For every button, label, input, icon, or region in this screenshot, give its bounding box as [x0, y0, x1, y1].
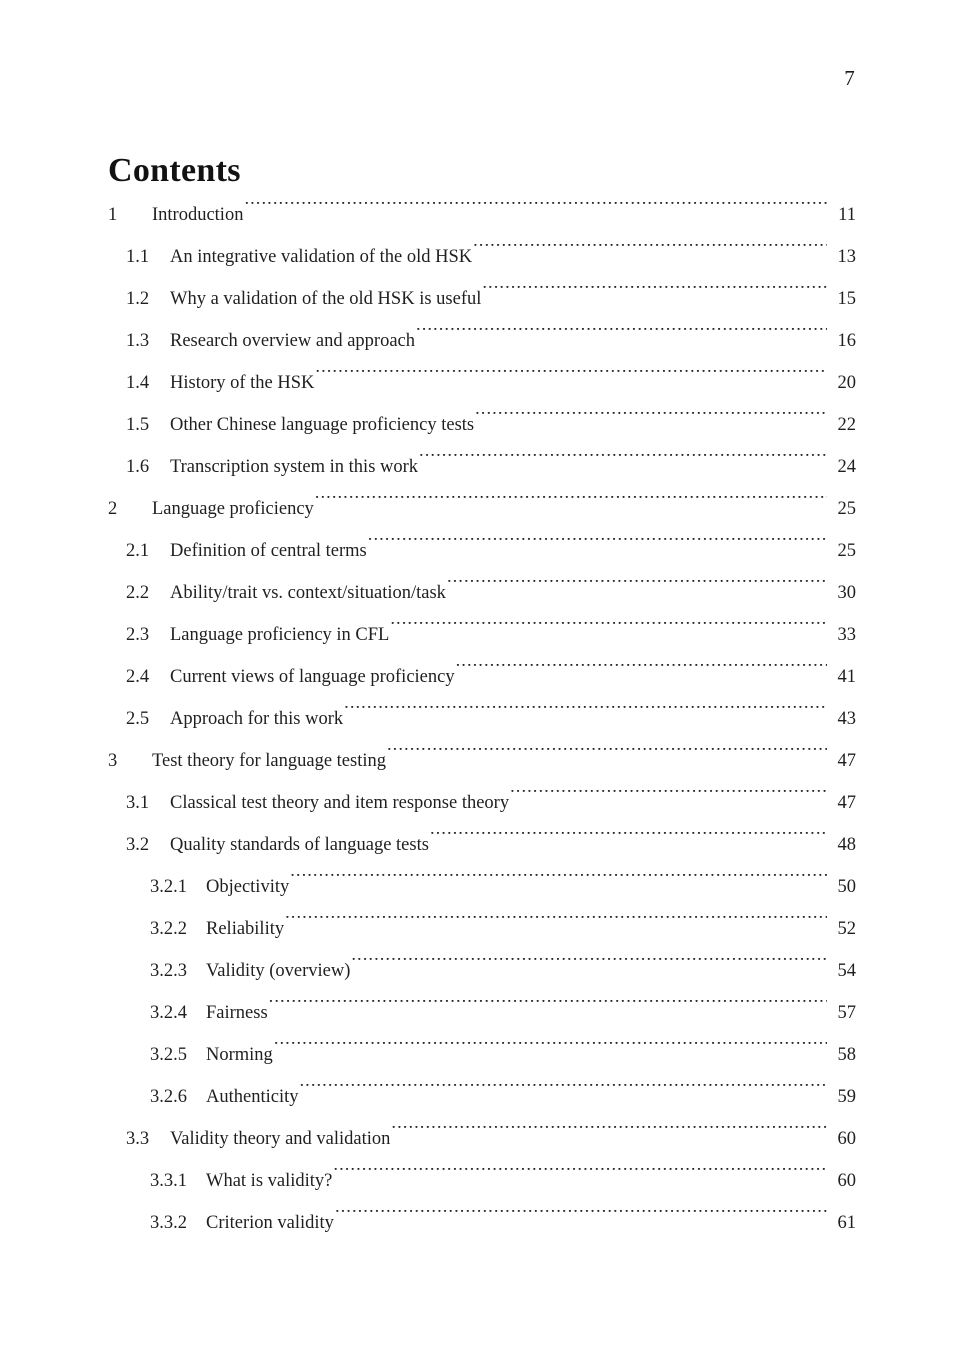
toc-dot-leader [274, 1042, 827, 1061]
toc-entry-page-number: 16 [837, 331, 856, 351]
toc-entry-page-number: 60 [837, 1129, 856, 1149]
toc-entry[interactable] [108, 740, 856, 782]
toc-dot-leader [475, 412, 827, 431]
toc-entry-title: Transcription system in this work [170, 457, 419, 477]
toc-entry[interactable] [108, 1076, 856, 1118]
toc-dot-leader [473, 244, 827, 263]
toc-entry-page-number: 11 [838, 205, 856, 225]
toc-entry-title: Classical test theory and item response theory [170, 793, 510, 813]
toc-dot-leader [430, 832, 827, 851]
toc-entry-title: Introduction [152, 205, 244, 225]
toc-entry[interactable] [108, 194, 856, 236]
toc-entry-number: 1.1 [126, 247, 150, 267]
toc-entry-page-number: 58 [837, 1045, 856, 1065]
toc-dot-leader [419, 454, 827, 473]
toc-entry-number: 2.2 [126, 583, 150, 603]
toc-entry-title: Approach for this work [170, 709, 344, 729]
toc-dot-leader [333, 1168, 827, 1187]
toc-entry-page-number: 52 [837, 919, 856, 939]
toc-entry-page-number: 15 [837, 289, 856, 309]
toc-dot-leader [351, 958, 827, 977]
toc-entry-title: Authenticity [206, 1087, 299, 1107]
toc-entry[interactable] [108, 698, 856, 740]
toc-entry[interactable] [108, 236, 856, 278]
toc-entry[interactable] [108, 1202, 856, 1244]
toc-entry[interactable] [108, 992, 856, 1034]
toc-entry-title: Language proficiency in CFL [170, 625, 390, 645]
toc-entry[interactable] [108, 362, 856, 404]
toc-entry-title: Norming [206, 1045, 273, 1065]
toc-dot-leader [447, 580, 827, 599]
toc-entry[interactable] [108, 656, 856, 698]
toc-dot-leader [315, 370, 827, 389]
toc-entry[interactable] [108, 866, 856, 908]
toc-entry-page-number: 60 [837, 1171, 856, 1191]
toc-entry-title: An integrative validation of the old HSK [170, 247, 473, 267]
toc-entry-page-number: 20 [837, 373, 856, 393]
toc-entry-page-number: 33 [837, 625, 856, 645]
toc-entry[interactable] [108, 530, 856, 572]
page-title: Contents [108, 151, 241, 189]
toc-entry-number: 3.2 [126, 835, 150, 855]
toc-entry-page-number: 59 [837, 1087, 856, 1107]
toc-entry-number: 3 [108, 751, 118, 771]
toc-entry-page-number: 25 [837, 499, 856, 519]
toc-entry-title: Why a validation of the old HSK is useful [170, 289, 482, 309]
toc-entry-number: 3.3.1 [150, 1171, 187, 1191]
toc-dot-leader [244, 202, 827, 221]
toc-dot-leader [416, 328, 827, 347]
toc-entry-number: 1.6 [126, 457, 150, 477]
toc-entry-page-number: 22 [837, 415, 856, 435]
toc-dot-leader [390, 622, 827, 641]
toc-entry-number: 3.2.5 [150, 1045, 187, 1065]
toc-entry-page-number: 47 [837, 751, 856, 771]
toc-entry-page-number: 48 [837, 835, 856, 855]
toc-dot-leader [335, 1210, 827, 1229]
toc-entry[interactable] [108, 1118, 856, 1160]
toc-entry-page-number: 57 [837, 1003, 856, 1023]
toc-entry-number: 3.2.2 [150, 919, 187, 939]
toc-entry-title: Validity theory and validation [170, 1129, 391, 1149]
toc-entry-number: 2.4 [126, 667, 150, 687]
toc-entry-title: Ability/trait vs. context/situation/task [170, 583, 446, 603]
toc-entry-page-number: 41 [837, 667, 856, 687]
toc-entry-page-number: 30 [837, 583, 856, 603]
toc-entry-page-number: 13 [837, 247, 856, 267]
toc-dot-leader [299, 1084, 827, 1103]
toc-dot-leader [368, 538, 827, 557]
toc-entry[interactable] [108, 1160, 856, 1202]
toc-entry-title: Objectivity [206, 877, 290, 897]
toc-dot-leader [344, 706, 827, 725]
toc-entry[interactable] [108, 950, 856, 992]
toc-dot-leader [456, 664, 827, 683]
toc-entry-page-number: 47 [837, 793, 856, 813]
toc-entry-page-number: 43 [837, 709, 856, 729]
toc-entry-page-number: 61 [837, 1213, 856, 1233]
toc-entry-number: 1.4 [126, 373, 150, 393]
toc-dot-leader [290, 874, 827, 893]
toc-entry[interactable] [108, 278, 856, 320]
toc-dot-leader [285, 916, 827, 935]
toc-entry[interactable] [108, 782, 856, 824]
toc-dot-leader [510, 790, 827, 809]
toc-entry-page-number: 24 [837, 457, 856, 477]
toc-entry-title: What is validity? [206, 1171, 333, 1191]
toc-entry-list [108, 194, 856, 1244]
toc-entry-title: Criterion validity [206, 1213, 334, 1233]
toc-entry[interactable] [108, 824, 856, 866]
toc-entry-title: Test theory for language testing [152, 751, 386, 771]
toc-entry-number: 1.5 [126, 415, 150, 435]
toc-entry[interactable] [108, 404, 856, 446]
page-folio: 7 [844, 66, 855, 90]
toc-entry-number: 3.3.2 [150, 1213, 187, 1233]
toc-entry-title: Current views of language proficiency [170, 667, 455, 687]
toc-dot-leader [387, 748, 827, 767]
toc-entry-number: 1.3 [126, 331, 150, 351]
toc-entry-number: 3.2.6 [150, 1087, 187, 1107]
toc-entry[interactable] [108, 1034, 856, 1076]
toc-entry[interactable] [108, 908, 856, 950]
toc-entry-title: Quality standards of language tests [170, 835, 429, 855]
toc-entry-page-number: 50 [837, 877, 856, 897]
toc-entry-number: 3.3 [126, 1129, 150, 1149]
toc-entry-number: 2.3 [126, 625, 150, 645]
toc-entry-title: History of the HSK [170, 373, 315, 393]
toc-entry-number: 3.2.4 [150, 1003, 187, 1023]
toc-entry[interactable] [108, 446, 856, 488]
toc-entry-title: Fairness [206, 1003, 268, 1023]
toc-entry-title: Definition of central terms [170, 541, 367, 561]
toc-entry[interactable] [108, 488, 856, 530]
toc-entry-number: 1.2 [126, 289, 150, 309]
toc-entry-number: 2.5 [126, 709, 150, 729]
toc-entry-page-number: 54 [837, 961, 856, 981]
toc-entry[interactable] [108, 572, 856, 614]
toc-dot-leader [391, 1126, 827, 1145]
toc-entry-page-number: 25 [837, 541, 856, 561]
toc-entry-number: 3.2.1 [150, 877, 187, 897]
toc-dot-leader [269, 1000, 827, 1019]
toc-dot-leader [315, 496, 827, 515]
toc-entry-number: 3.1 [126, 793, 150, 813]
toc-entry-number: 1 [108, 205, 118, 225]
toc-entry-number: 2 [108, 499, 118, 519]
toc-entry-title: Reliability [206, 919, 285, 939]
toc-entry-number: 2.1 [126, 541, 150, 561]
toc-entry-title: Validity (overview) [206, 961, 351, 981]
toc-entry-title: Other Chinese language proficiency tests [170, 415, 475, 435]
toc-entry-number: 3.2.3 [150, 961, 187, 981]
toc-entry[interactable] [108, 614, 856, 656]
toc-dot-leader [482, 286, 827, 305]
toc-entry[interactable] [108, 320, 856, 362]
toc-entry-title: Research overview and approach [170, 331, 416, 351]
toc-entry-title: Language proficiency [152, 499, 314, 519]
